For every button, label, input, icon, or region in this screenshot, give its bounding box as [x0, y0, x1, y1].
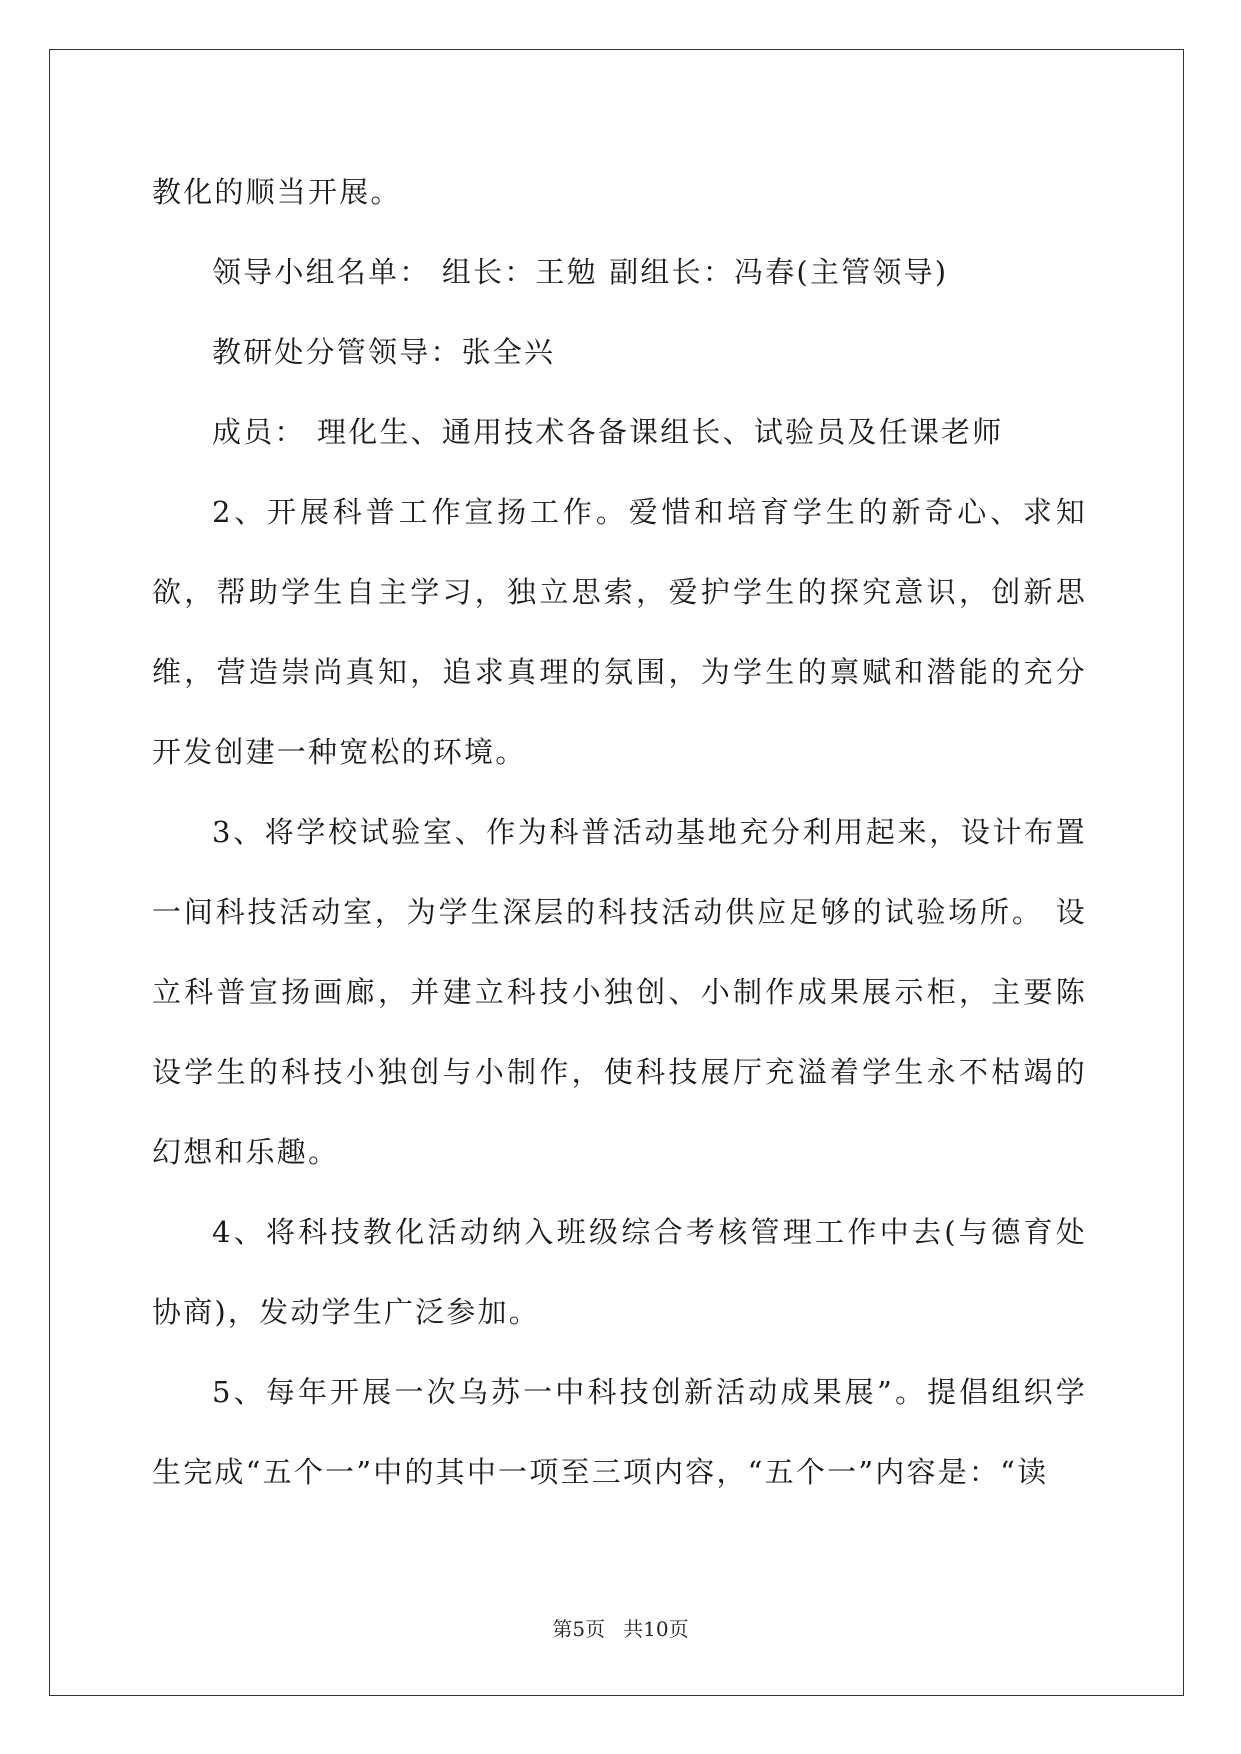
paragraph-item-4: 4、将科技教化活动纳入班级综合考核管理工作中去(与德育处协商)，发动学生广泛参加。	[152, 1215, 1087, 1329]
paragraph-continuation: 教化的顺当开展。	[152, 175, 402, 209]
paragraph-item-3: 3、将学校试验室、作为科普活动基地充分利用起来，设计布置一间科技活动室，为学生深层的科技活动供应足够的试验场所。 设立科普宣扬画廊，并建立科技小独创、小制作成果展示柜，主要陈设学生的科技小独创与小制作，使科技展厅充溢着学生永不枯竭的幻想和乐趣。	[152, 815, 1087, 1169]
page-footer	[0, 1613, 1241, 1642]
paragraph-leadership-list: 领导小组名单： 组长：王勉 副组长：冯春(主管领导)	[212, 255, 949, 289]
paragraph-item-2: 2、开展科普工作宣扬工作。爱惜和培育学生的新奇心、求知欲，帮助学生自主学习，独立思索，爱护学生的探究意识，创新思维，营造崇尚真知，追求真理的氛围，为学生的禀赋和潜能的充分开发创建一种宽松的环境。	[152, 495, 1087, 769]
paragraph-research-lead: 教研处分管领导：张全兴	[212, 335, 556, 369]
document-body	[152, 160, 1087, 1512]
paragraph-item-5: 5、每年开展一次乌苏一中科技创新活动成果展”。提倡组织学生完成“五个一”中的其中一项至三项内容，“五个一”内容是：“读	[152, 1375, 1087, 1489]
page-number: 第5页	[552, 1617, 606, 1641]
paragraph-members: 成员： 理化生、通用技术各备课组长、试验员及任课老师	[212, 415, 1004, 449]
page-total: 共10页	[623, 1617, 689, 1641]
